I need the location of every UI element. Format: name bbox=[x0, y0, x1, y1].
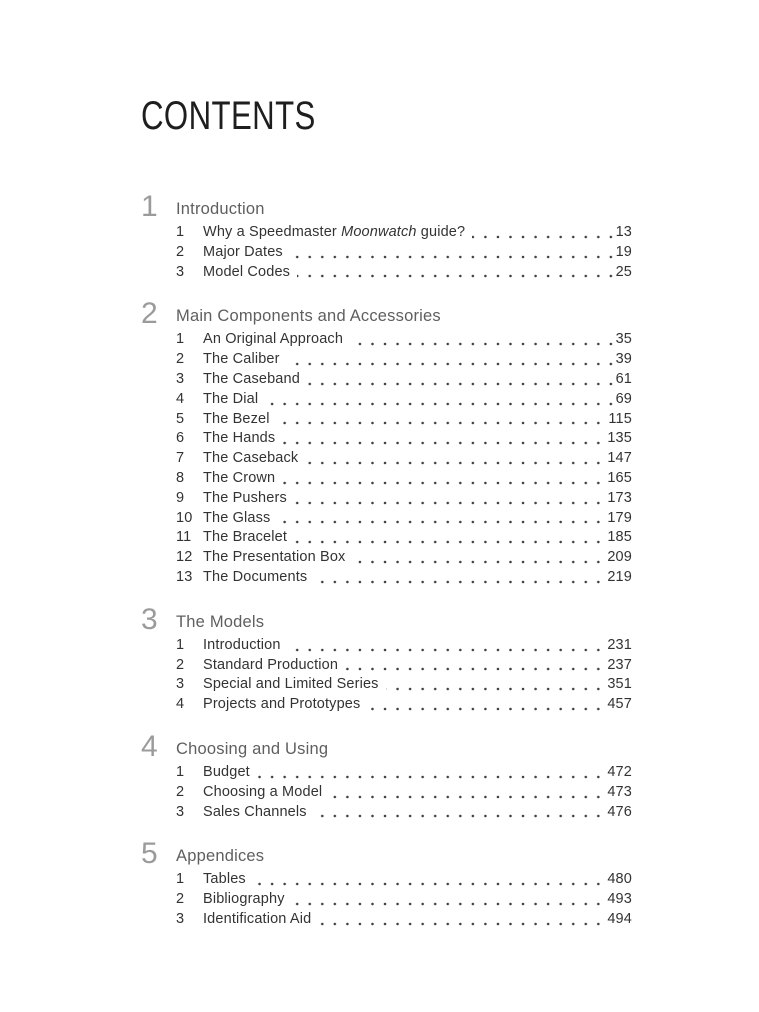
page-number: 35 bbox=[613, 330, 632, 350]
item-number: 3 bbox=[176, 675, 203, 695]
section-number: 4 bbox=[141, 729, 158, 763]
toc-row bbox=[176, 429, 632, 449]
dot-leader-icon bbox=[253, 870, 605, 890]
item-number: 2 bbox=[176, 350, 203, 370]
dot-leader-icon bbox=[294, 528, 604, 548]
item-number: 3 bbox=[176, 263, 203, 283]
dot-leader-icon bbox=[287, 350, 613, 370]
dot-leader-icon bbox=[257, 763, 604, 783]
section-number: 2 bbox=[141, 297, 158, 331]
item-label: Introduction bbox=[203, 636, 288, 656]
item-number: 2 bbox=[176, 243, 203, 263]
page-number: 115 bbox=[605, 410, 632, 430]
page-number: 69 bbox=[613, 390, 632, 410]
toc-row bbox=[176, 636, 632, 656]
toc-row bbox=[176, 870, 632, 890]
item-number: 1 bbox=[176, 763, 203, 783]
dot-leader-icon bbox=[472, 223, 612, 243]
section-title: Introduction bbox=[176, 200, 265, 218]
item-number: 6 bbox=[176, 429, 203, 449]
section-number: 1 bbox=[141, 190, 158, 223]
dot-leader-icon bbox=[314, 803, 605, 823]
item-number: 1 bbox=[176, 330, 203, 350]
dot-leader-icon bbox=[277, 509, 604, 529]
item-number: 4 bbox=[176, 695, 203, 715]
item-number: 2 bbox=[176, 890, 203, 910]
dot-leader-icon bbox=[318, 910, 604, 930]
item-number: 11 bbox=[176, 528, 203, 548]
page-number: 219 bbox=[604, 568, 632, 588]
dot-leader-icon bbox=[277, 410, 606, 430]
page-number: 19 bbox=[613, 243, 632, 263]
dot-leader-icon bbox=[352, 548, 604, 568]
toc-row bbox=[176, 449, 632, 469]
dot-leader-icon bbox=[307, 370, 613, 390]
item-number: 9 bbox=[176, 489, 203, 509]
item-label: Why a Speedmaster Moonwatch guide? bbox=[203, 223, 472, 243]
page-title: CONTENTS bbox=[141, 94, 316, 138]
toc-row bbox=[176, 390, 632, 410]
item-number: 1 bbox=[176, 223, 203, 243]
toc-section bbox=[141, 604, 632, 715]
toc-row bbox=[176, 763, 632, 783]
toc-row bbox=[176, 223, 632, 243]
section-items bbox=[176, 870, 632, 929]
toc-row bbox=[176, 350, 632, 370]
item-label: The Pushers bbox=[203, 489, 294, 509]
page-number: 173 bbox=[604, 489, 632, 509]
section-heading bbox=[141, 602, 632, 636]
page-number: 135 bbox=[604, 429, 632, 449]
item-label: The Crown bbox=[203, 469, 282, 489]
page-number: 165 bbox=[604, 469, 632, 489]
toc-section bbox=[141, 191, 632, 282]
item-label: The Presentation Box bbox=[203, 548, 352, 568]
toc-row bbox=[176, 548, 632, 568]
item-number: 1 bbox=[176, 636, 203, 656]
toc-row bbox=[176, 469, 632, 489]
page-number: 457 bbox=[604, 695, 632, 715]
dot-leader-icon bbox=[329, 783, 604, 803]
item-label: The Bezel bbox=[203, 410, 277, 430]
dot-leader-icon bbox=[290, 243, 613, 263]
section-heading bbox=[141, 729, 632, 763]
item-label: Choosing a Model bbox=[203, 783, 329, 803]
item-label: The Bracelet bbox=[203, 528, 294, 548]
page-number: 61 bbox=[613, 370, 632, 390]
item-number: 2 bbox=[176, 656, 203, 676]
toc-row bbox=[176, 330, 632, 350]
toc-row bbox=[176, 509, 632, 529]
item-label: The Caliber bbox=[203, 350, 287, 370]
toc-row bbox=[176, 910, 632, 930]
toc-row bbox=[176, 410, 632, 430]
item-number: 12 bbox=[176, 548, 203, 568]
page-number: 237 bbox=[604, 656, 632, 676]
dot-leader-icon bbox=[345, 656, 604, 676]
item-label: Major Dates bbox=[203, 243, 290, 263]
dot-leader-icon bbox=[350, 330, 613, 350]
toc-section bbox=[141, 838, 632, 929]
toc-row bbox=[176, 263, 632, 283]
item-label: The Hands bbox=[203, 429, 282, 449]
page-number: 494 bbox=[604, 910, 632, 930]
item-label: Standard Production bbox=[203, 656, 345, 676]
item-label: Special and Limited Series bbox=[203, 675, 386, 695]
toc-row bbox=[176, 783, 632, 803]
dot-leader-icon bbox=[367, 695, 604, 715]
page-number: 13 bbox=[613, 223, 632, 243]
page-number: 476 bbox=[604, 803, 632, 823]
item-label: Projects and Prototypes bbox=[203, 695, 367, 715]
item-number: 8 bbox=[176, 469, 203, 489]
item-number: 13 bbox=[176, 568, 203, 588]
page-number: 147 bbox=[604, 449, 632, 469]
item-label: The Caseband bbox=[203, 370, 307, 390]
item-number: 5 bbox=[176, 410, 203, 430]
section-items bbox=[176, 330, 632, 587]
item-label: Sales Channels bbox=[203, 803, 314, 823]
toc-sections bbox=[141, 191, 759, 930]
item-label: The Dial bbox=[203, 390, 265, 410]
item-label: The Documents bbox=[203, 568, 314, 588]
section-items bbox=[176, 636, 632, 715]
toc-section bbox=[141, 731, 632, 822]
section-number: 3 bbox=[141, 602, 158, 636]
item-number: 3 bbox=[176, 910, 203, 930]
section-heading bbox=[141, 837, 632, 871]
page-number: 231 bbox=[604, 636, 632, 656]
dot-leader-icon bbox=[305, 449, 604, 469]
section-title: The Models bbox=[176, 612, 265, 631]
item-label: The Caseback bbox=[203, 449, 305, 469]
section-title: Main Components and Accessories bbox=[176, 307, 441, 326]
page-number: 25 bbox=[613, 263, 632, 283]
page-number: 351 bbox=[604, 675, 632, 695]
item-number: 3 bbox=[176, 803, 203, 823]
dot-leader-icon bbox=[282, 429, 604, 449]
section-heading bbox=[141, 190, 632, 223]
section-number: 5 bbox=[141, 837, 158, 871]
page-number: 480 bbox=[604, 870, 632, 890]
item-number: 10 bbox=[176, 509, 203, 529]
page-number: 185 bbox=[604, 528, 632, 548]
toc-row bbox=[176, 803, 632, 823]
item-number: 4 bbox=[176, 390, 203, 410]
item-label: The Glass bbox=[203, 509, 277, 529]
page-number: 473 bbox=[604, 783, 632, 803]
toc-row bbox=[176, 489, 632, 509]
item-number: 7 bbox=[176, 449, 203, 469]
dot-leader-icon bbox=[294, 489, 604, 509]
page-number: 179 bbox=[604, 509, 632, 529]
section-title: Choosing and Using bbox=[176, 739, 329, 758]
toc-row bbox=[176, 656, 632, 676]
section-heading bbox=[141, 297, 632, 331]
page-number: 472 bbox=[604, 763, 632, 783]
page-number: 209 bbox=[604, 548, 632, 568]
toc-row bbox=[176, 568, 632, 588]
item-label: Budget bbox=[203, 763, 257, 783]
item-number: 2 bbox=[176, 783, 203, 803]
section-items bbox=[176, 763, 632, 822]
item-label-italic: Moonwatch bbox=[341, 224, 417, 240]
toc-section bbox=[141, 298, 632, 587]
toc-row bbox=[176, 890, 632, 910]
toc-row bbox=[176, 528, 632, 548]
item-label: Bibliography bbox=[203, 890, 292, 910]
dot-leader-icon bbox=[314, 568, 604, 588]
item-label: Tables bbox=[203, 870, 253, 890]
section-title: Appendices bbox=[176, 847, 265, 866]
page-number: 493 bbox=[604, 890, 632, 910]
section-items bbox=[176, 223, 632, 282]
dot-leader-icon bbox=[292, 890, 605, 910]
dot-leader-icon bbox=[265, 390, 612, 410]
page-number: 39 bbox=[613, 350, 632, 370]
toc-row bbox=[176, 243, 632, 263]
item-label: An Original Approach bbox=[203, 330, 350, 350]
item-label: Model Codes bbox=[203, 263, 297, 283]
dot-leader-icon bbox=[282, 469, 604, 489]
toc-row bbox=[176, 695, 632, 715]
dot-leader-icon bbox=[288, 636, 605, 656]
dot-leader-icon bbox=[386, 675, 605, 695]
item-label: Identification Aid bbox=[203, 910, 318, 930]
item-number: 1 bbox=[176, 870, 203, 890]
toc-row bbox=[176, 675, 632, 695]
item-number: 3 bbox=[176, 370, 203, 390]
dot-leader-icon bbox=[297, 263, 612, 283]
toc-row bbox=[176, 370, 632, 390]
